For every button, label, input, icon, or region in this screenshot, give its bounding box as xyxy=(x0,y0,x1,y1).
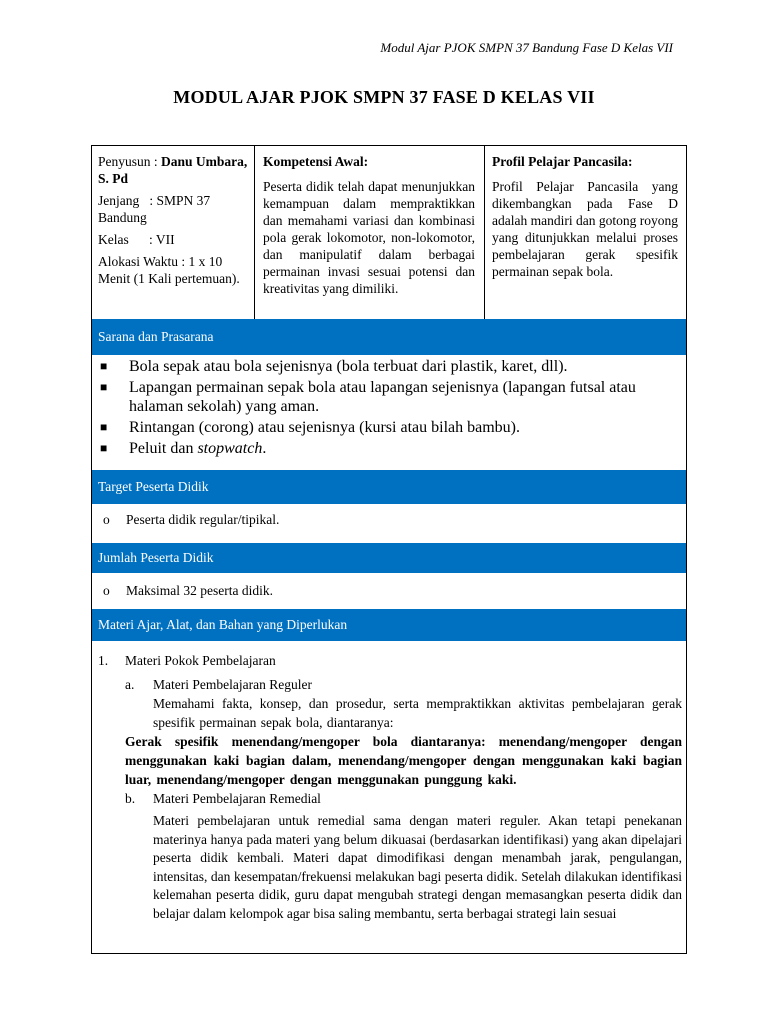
circle-bullet-icon: o xyxy=(103,512,110,527)
materi-remedial-text: Materi pembelajaran untuk remedial sama dengan materi reguler. Akan tetapi penekanan materinya hanya pada materi yang belum dikuasai (berdasarkan identifikasi) yang akan dipelajari peserta didik kembali. Materi dapat dimodifikasi dengan menambah jarak, pengulangan, intensitas, dan kesempatan/frekuensi melakukan bagi peserta didik. Setelah dilakukan identifikasi kelemahan peserta didik, guru dapat mengubah strategi dengan memasangkan peserta didik dan belajar dalam kelompok agar bisa saling membantu, serta berbagai strategi lain sesuai xyxy=(153,813,682,921)
kelas-text: Kelas : VII xyxy=(98,232,175,247)
circle-bullet-icon: o xyxy=(103,583,110,598)
sarana-list xyxy=(98,357,686,469)
materi-content xyxy=(98,651,682,923)
kompetensi-cell xyxy=(255,146,485,319)
running-header: Modul Ajar PJOK SMPN 37 Bandung Fase D Kelas VII xyxy=(380,40,673,55)
list-item: ■ Rintangan (corong) atau sejenisnya (kursi atau bilah bambu). xyxy=(100,419,520,436)
profil-cell xyxy=(485,146,686,319)
bullet-icon: ■ xyxy=(100,420,108,434)
alokasi-text: Alokasi Waktu : 1 x 10 Menit (1 Kali pertemuan). xyxy=(98,254,240,286)
list-item: ■ Peluit dan stopwatch. xyxy=(100,440,267,457)
penyusun-value: Danu Umbara, S. Pd xyxy=(98,154,248,186)
bullet-icon: ■ xyxy=(100,441,108,455)
list-item: 1. Materi Pokok Pembelajaran xyxy=(98,653,276,668)
profil-heading: Profil Pelajar Pancasila: xyxy=(492,154,633,169)
kompetensi-heading: Kompetensi Awal: xyxy=(263,154,369,169)
section-header-sarana: Sarana dan Prasarana xyxy=(92,319,686,355)
profil-text: Profil Pelajar Pancasila yang dikembangkan pada Fase D adalah mandiri dan gotong royong yang ditunjukkan melalui proses pembelajaran gerak spesifik permainan sepak bola. xyxy=(492,179,678,279)
bullet-icon: ■ xyxy=(100,380,108,394)
info-row xyxy=(92,146,686,319)
page-title: MODUL AJAR PJOK SMPN 37 FASE D KELAS VII xyxy=(173,87,595,107)
author-info-cell xyxy=(92,146,255,319)
list-item: a. Materi Pembelajaran Reguler xyxy=(125,677,312,692)
materi-reguler-bold: Gerak spesifik menendang/mengoper bola diantaranya: menendang/mengoper dengan menggunakan kaki bagian dalam, menendang/mengoper dengan menggunakan kaki bagian luar, menendang/mengoper dengan menggunakan punggung kaki. xyxy=(125,734,682,787)
stopwatch-text: stopwatch xyxy=(197,440,263,457)
jenjang-text: Jenjang : SMPN 37 Bandung xyxy=(98,193,214,225)
bullet-icon: ■ xyxy=(100,359,108,373)
materi-reguler-text: Memahami fakta, konsep, dan prosedur, serta mempraktikkan aktivitas pembelajaran gerak spesifik permainan sepak bola, diantaranya: xyxy=(153,696,682,730)
section-header-target: Target Peserta Didik xyxy=(92,470,686,504)
module-table: Penyusun : Danu Umbara, S. Pd Jenjang : SMPN 37 Bandung Kelas : VII Alokasi Waktu : 1 x 10 Menit (1 Kali pertemuan). Kompetensi Awal: Peserta didik telah dapat menunjukkan kemampuan dalam mempraktikkan dan memahami variasi dan kombinasi pola gerak lokomotor, non-lokomotor, dan manipulatif dalam berbagai permainan invasi sesuai potensi dan kreativitas yang dimiliki. Profil Pelajar Pancasila: Profil Pelajar Pancasila yang dikembangkan pada Fase D adalah mandiri dan gotong royong yang ditunjukkan melalui proses pembelajaran gerak spesifik permainan sepak bola. Sarana dan Prasarana ■ Bola sepak atau bola sejenisnya (bola terbuat dari plastik, karet, dll). ■ Lapangan permainan sepak bola atau lapangan sejenisnya (lapangan futsal atau halaman sekolah) yang aman. ■ Rintangan (corong) atau sejenisnya (kursi atau bilah bambu). ■ Peluit dan stopwatch. Target Peserta Didik o Peserta didik regular/tipikal. Jumlah Peserta Didik o Maksimal 32 peserta didik. Materi Ajar, Alat, dan Bahan yang Diperlukan 1. Materi Pokok Pembelajaran a. Materi Pembelajaran Reguler Memahami fakta, konsep, dan prosedur, serta mempraktikkan aktivitas pembelajaran gerak spesifik permainan sepak bola, diantaranya: Gerak spesifik menendang/mengoper bola diantaranya: menendang/mengoper dengan menggunakan kaki bagian dalam, menendang/mengoper dengan menggunakan kaki bagian luar, menendang/mengoper dengan menggunakan punggung kaki. b. Materi Pembelajaran Remedial Materi pembelajaran untuk remedial sama dengan materi reguler. Akan tetapi penekanan materinya hanya pada materi yang belum dikuasai (berdasarkan identifikasi) yang akan dipelajari peserta didik kembali. Materi dapat dimodifikasi dengan menambah jarak, pengulangan, intensitas, dan kesempatan/frekuensi melakukan bagi peserta didik. Setelah dilakukan identifikasi kelemahan peserta didik, guru dapat mengubah strategi dengan memasangkan peserta didik dan belajar dalam kelompok agar bisa saling membantu, serta berbagai strategi lain sesuai xyxy=(91,145,687,954)
kompetensi-text: Peserta didik telah dapat menunjukkan kemampuan dalam mempraktikkan dan memahami variasi dan kombinasi pola gerak lokomotor, non-lokomotor, dan manipulatif dalam berbagai permainan invasi sesuai potensi dan kreativitas yang dimiliki. xyxy=(263,179,475,296)
section-header-materi: Materi Ajar, Alat, dan Bahan yang Diperlukan xyxy=(92,609,686,641)
penyusun-label: Penyusun : xyxy=(98,154,162,169)
list-item: ■ Lapangan permainan sepak bola atau lapangan sejenisnya (lapangan futsal atau halaman sekolah) yang aman. xyxy=(100,379,636,415)
section-header-jumlah: Jumlah Peserta Didik xyxy=(92,543,686,573)
list-item: b. Materi Pembelajaran Remedial xyxy=(125,791,321,806)
list-item: ■ Bola sepak atau bola sejenisnya (bola terbuat dari plastik, karet, dll). xyxy=(100,358,568,375)
